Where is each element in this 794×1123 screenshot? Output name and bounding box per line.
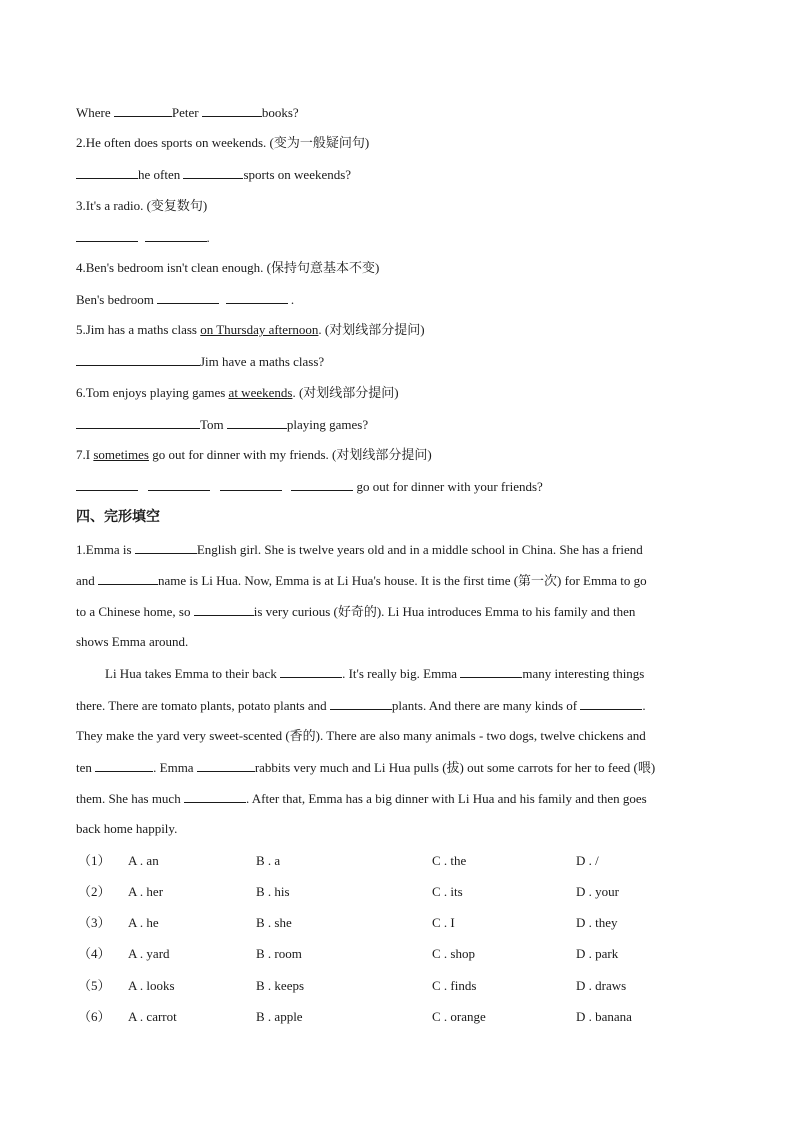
answer-blank[interactable]	[202, 104, 262, 117]
passage-text: .	[642, 698, 646, 713]
question-3: 3.It's a radio. (变复数句)	[76, 198, 208, 213]
option-d[interactable]: D . they	[576, 915, 618, 930]
q1-answer-line	[76, 104, 299, 121]
answer-blank[interactable]	[76, 353, 200, 366]
passage-line: shows Emma around.	[76, 634, 189, 649]
option-d[interactable]: D . banana	[576, 1009, 632, 1024]
option-c[interactable]: C . orange	[432, 1009, 486, 1024]
option-a[interactable]: A . carrot	[128, 1009, 177, 1024]
option-d[interactable]: D . draws	[576, 978, 627, 993]
question-text: . (对划线部分提问)	[318, 322, 425, 337]
answer-text: go out for dinner with your friends?	[356, 479, 543, 494]
answer-blank[interactable]	[291, 478, 353, 491]
answer-blank[interactable]	[220, 478, 282, 491]
option-c[interactable]: C . shop	[432, 946, 475, 961]
question-7	[76, 447, 432, 463]
q1-answer-word: books?	[261, 105, 299, 120]
answer-text: sports on weekends?	[243, 167, 352, 182]
passage-line	[76, 603, 635, 620]
q1-answer-word: Where	[76, 105, 111, 120]
cloze-blank[interactable]	[184, 790, 246, 803]
option-a[interactable]: A . looks	[128, 978, 175, 993]
passage-line	[76, 790, 647, 807]
option-row	[78, 884, 758, 900]
cloze-blank[interactable]	[580, 697, 642, 710]
question-6	[76, 385, 399, 401]
answer-blank[interactable]	[76, 416, 200, 429]
question-number: （5）	[78, 978, 111, 993]
option-c[interactable]: C . its	[432, 884, 463, 899]
q5-answer-line	[76, 353, 324, 370]
underlined-part: sometimes	[93, 447, 149, 462]
section-heading: 四、完形填空	[76, 509, 160, 525]
cloze-blank[interactable]	[98, 572, 158, 585]
option-b[interactable]: B . a	[256, 853, 281, 868]
q7-answer-line	[76, 478, 543, 495]
option-row	[78, 946, 758, 962]
cloze-blank[interactable]	[330, 697, 392, 710]
q6-answer-line	[76, 416, 368, 433]
answer-blank[interactable]	[183, 166, 243, 179]
option-row	[78, 915, 758, 931]
passage-text: them. She has much	[76, 791, 184, 806]
passage-line	[76, 697, 646, 714]
option-a[interactable]: A . he	[128, 915, 159, 930]
passage-text: . It's really big. Emma	[342, 666, 461, 681]
passage-text: rabbits very much and Li Hua pulls (拔) out some carrots for her to feed (喂)	[254, 760, 656, 775]
question-text: 6.Tom enjoys playing games	[76, 385, 229, 400]
option-row	[78, 978, 758, 994]
question-text: 5.Jim has a maths class	[76, 322, 201, 337]
answer-blank[interactable]	[227, 416, 287, 429]
passage-line: They make the yard very sweet-scented (香的). There are also many animals - two dogs, twelve chickens and	[76, 728, 646, 743]
answer-blank[interactable]	[148, 478, 210, 491]
option-row	[78, 1009, 758, 1025]
answer-blank[interactable]	[76, 166, 138, 179]
option-b[interactable]: B . room	[256, 946, 302, 961]
cloze-blank[interactable]	[95, 759, 153, 772]
answer-text: Ben's bedroom	[76, 292, 154, 307]
question-number: （6）	[78, 1009, 111, 1024]
option-row	[78, 853, 758, 869]
passage-text: is very curious (好奇的). Li Hua introduces Emma to his family and then	[253, 604, 636, 619]
answer-text: Tom	[200, 417, 224, 432]
answer-text: .	[290, 292, 295, 307]
question-text: 7.I	[76, 447, 94, 462]
q4-answer-line	[76, 291, 294, 308]
passage-text: many interesting things	[522, 666, 645, 681]
passage-line	[76, 572, 647, 589]
q1-answer-word: Peter	[171, 105, 199, 120]
answer-text: playing games?	[286, 417, 369, 432]
question-4: 4.Ben's bedroom isn't clean enough. (保持句意基本不变)	[76, 260, 380, 275]
cloze-blank[interactable]	[197, 759, 255, 772]
cloze-blank[interactable]	[280, 665, 342, 678]
question-number: （1）	[78, 853, 111, 868]
q2-answer-line	[76, 166, 351, 183]
answer-blank[interactable]	[114, 104, 172, 117]
answer-text: .	[206, 230, 210, 245]
option-a[interactable]: A . her	[128, 884, 164, 899]
passage-text: and	[76, 573, 99, 588]
passage-text: plants. And there are many kinds of	[391, 698, 581, 713]
answer-text: Jim have a maths class?	[200, 354, 325, 369]
option-a[interactable]: A . an	[128, 853, 159, 868]
option-a[interactable]: A . yard	[128, 946, 170, 961]
answer-blank[interactable]	[76, 229, 138, 242]
cloze-blank[interactable]	[460, 665, 522, 678]
passage-line	[76, 541, 643, 558]
passage-text: 1.Emma is	[76, 542, 135, 557]
passage-text: English girl. She is twelve years old and in a middle school in China. She has a friend	[196, 542, 643, 557]
cloze-blank[interactable]	[194, 603, 254, 616]
answer-blank[interactable]	[76, 478, 138, 491]
passage-text: ten	[76, 760, 96, 775]
passage-text: Li Hua takes Emma to their back	[105, 666, 281, 681]
option-b[interactable]: B . his	[256, 884, 290, 899]
passage-line: back home happily.	[76, 821, 178, 836]
question-number: （4）	[78, 946, 111, 961]
option-b[interactable]: B . apple	[256, 1009, 303, 1024]
option-c[interactable]: C . finds	[432, 978, 477, 993]
answer-text: he often	[138, 167, 181, 182]
answer-blank[interactable]	[145, 229, 207, 242]
question-5	[76, 322, 425, 338]
cloze-blank[interactable]	[135, 541, 197, 554]
question-text: go out for dinner with my friends. (对划线部分提问)	[148, 447, 432, 462]
passage-text: . Emma	[153, 760, 197, 775]
q3-answer-line	[76, 229, 210, 246]
option-d[interactable]: D . park	[576, 946, 619, 961]
question-number: （2）	[78, 884, 111, 899]
passage-line	[76, 759, 655, 776]
passage-line	[105, 665, 644, 682]
option-d[interactable]: D . your	[576, 884, 619, 899]
option-d[interactable]: D . /	[576, 853, 599, 868]
underlined-part: on Thursday afternoon	[200, 322, 319, 337]
passage-text: there. There are tomato plants, potato plants and	[76, 698, 330, 713]
answer-blank[interactable]	[226, 291, 288, 304]
answer-blank[interactable]	[157, 291, 219, 304]
option-c[interactable]: C . I	[432, 915, 455, 930]
question-number: （3）	[78, 915, 111, 930]
passage-text: to a Chinese home, so	[76, 604, 194, 619]
question-text: . (对划线部分提问)	[292, 385, 399, 400]
option-c[interactable]: C . the	[432, 853, 467, 868]
underlined-part: at weekends	[228, 385, 293, 400]
option-b[interactable]: B . keeps	[256, 978, 305, 993]
passage-text: . After that, Emma has a big dinner with Li Hua and his family and then goes	[245, 791, 647, 806]
passage-text: name is Li Hua. Now, Emma is at Li Hua's house. It is the first time (第一次) for Emma to go	[158, 573, 647, 588]
option-b[interactable]: B . she	[256, 915, 292, 930]
question-2: 2.He often does sports on weekends. (变为一般疑问句)	[76, 135, 370, 150]
